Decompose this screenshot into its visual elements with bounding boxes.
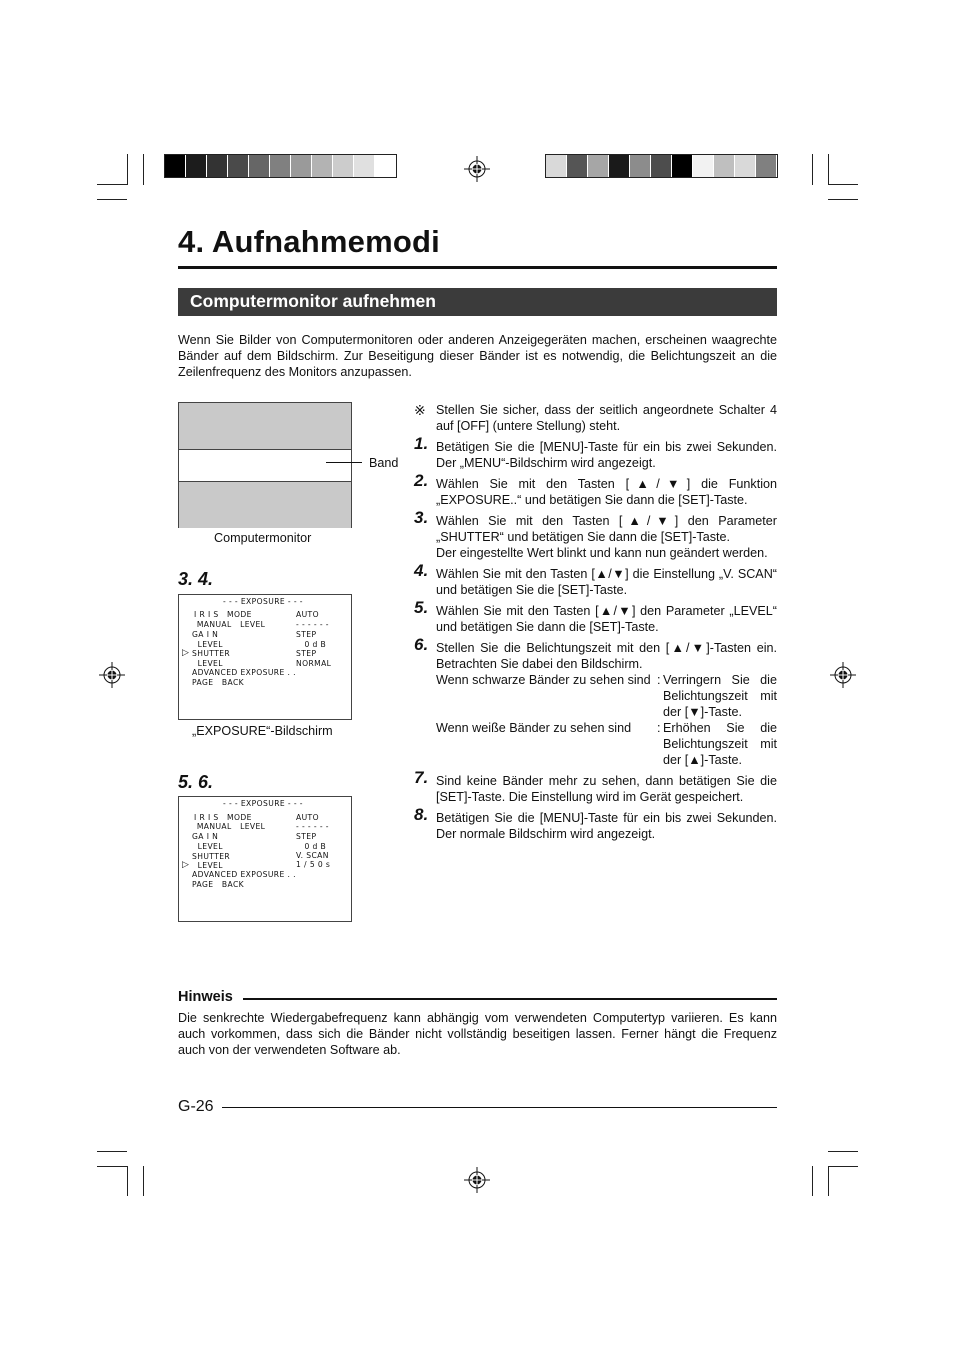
step-number: 5.	[414, 598, 429, 617]
osd-row-value: STEP	[296, 832, 317, 841]
color-swatch	[291, 155, 312, 177]
step-item	[414, 471, 777, 508]
osd-row-value: 0 d B	[296, 842, 327, 851]
step-item	[414, 561, 777, 598]
condition-action-line: der [▼]-Taste.	[663, 705, 742, 719]
step-item	[414, 508, 777, 561]
osd-row-value: - - - - - -	[296, 822, 329, 831]
cursor-arrow-icon: ▷	[182, 648, 190, 658]
osd-row-label: LEVEL	[192, 659, 223, 668]
exposure-screen-1	[178, 594, 352, 720]
step-item	[414, 768, 777, 805]
step-text: Wählen Sie mit den Tasten [▲/▼] den Parameter „SHUTTER“ und betätigen Sie dann die [SET]-Taste.	[436, 514, 777, 544]
step-number: 2.	[414, 471, 429, 490]
registration-mark-icon	[464, 156, 490, 182]
condition-action-line: Verringern Sie die	[663, 673, 777, 687]
osd-row-label: I R I S MODE	[194, 610, 252, 619]
color-swatch	[630, 155, 651, 177]
step-number: 7.	[414, 768, 429, 787]
color-swatch	[588, 155, 609, 177]
note-label: Hinweis	[178, 989, 233, 1005]
step-item	[414, 598, 777, 635]
step-text: Betätigen Sie die [MENU]-Taste für ein bis zwei Sekunden. Der „MENU“-Bildschirm wird angezeigt.	[436, 440, 777, 470]
condition-row	[436, 720, 777, 768]
monitor-dark-band-top	[179, 403, 351, 450]
color-swatch	[333, 155, 354, 177]
section-header	[178, 288, 777, 316]
osd-row-label: LEVEL	[192, 861, 223, 870]
color-swatch	[354, 155, 375, 177]
osd-row-value: STEP	[296, 630, 317, 639]
precondition-note	[414, 402, 777, 434]
osd-row-label: GA I N	[192, 832, 219, 841]
step-number: 8.	[414, 805, 429, 824]
computer-monitor-illustration	[178, 402, 352, 528]
intro-paragraph: Wenn Sie Bilder von Computermonitoren oder anderen Anzeigegeräten machen, erscheinen waagrechte Bänder auf dem Bildschirm. Zur Beseitigung dieser Bänder ist es notwendig, die Belichtungszeit an die Zeilenfrequenz des Monitors anzupassen.	[178, 333, 777, 379]
procedure-steps	[414, 402, 777, 842]
step-text: Sind keine Bänder mehr zu sehen, dann betätigen Sie die [SET]-Taste. Die Einstellung wird im Gerät gespeichert.	[436, 774, 777, 804]
registration-mark-icon	[830, 662, 856, 688]
note-rule	[243, 998, 777, 1000]
condition-action-line: Belichtungszeit mit	[663, 689, 777, 703]
osd-row-label: PAGE BACK	[192, 678, 245, 687]
osd-row-value: V. SCAN	[296, 851, 329, 860]
step-text: Betätigen Sie die [MENU]-Taste für ein bis zwei Sekunden. Der normale Bildschirm wird angezeigt.	[436, 811, 777, 841]
color-swatch	[249, 155, 270, 177]
step-text: Wählen Sie mit den Tasten [▲/▼] den Parameter „LEVEL“ und betätigen Sie dann die [SET]-Taste.	[436, 604, 777, 634]
osd-row-label: MANUAL LEVEL	[194, 620, 266, 629]
step-item	[414, 434, 777, 471]
osd-row-label: ADVANCED EXPOSURE . .	[192, 870, 296, 879]
condition-action-line: der [▲]-Taste.	[663, 753, 742, 767]
color-swatch	[165, 155, 186, 177]
osd-title: - - - EXPOSURE - - -	[223, 799, 303, 808]
exposure-screen-caption: „EXPOSURE“-Bildschirm	[192, 724, 333, 738]
condition-colon: :	[657, 721, 661, 735]
color-swatch	[375, 155, 396, 177]
color-swatch	[567, 155, 588, 177]
osd-row-label: I R I S MODE	[194, 813, 252, 822]
osd-row-value: AUTO	[296, 610, 319, 619]
step-text: Stellen Sie die Belichtungszeit mit den [▲/▼]-Tasten ein. Betrachten Sie dabei den Bildschirm.	[436, 641, 777, 671]
step-item	[414, 635, 777, 768]
cursor-arrow-icon: ▷	[182, 860, 190, 870]
osd-row-label: MANUAL LEVEL	[194, 822, 266, 831]
color-swatch	[651, 155, 672, 177]
step-item	[414, 805, 777, 842]
osd-row-label: LEVEL	[192, 842, 223, 851]
osd-row-label: SHUTTER	[192, 852, 231, 861]
note-text: Die senkrechte Wiedergabefrequenz kann abhängig vom verwendeten Computertyp variieren. Es kann auch vorkommen, dass sich die Bänder nicht vollständig beseitigen lassen. Ferner hängt die Frequenz auch von der verwendeten Software ab.	[178, 1011, 777, 1057]
color-swatch	[207, 155, 228, 177]
color-swatch	[186, 155, 207, 177]
color-swatch	[228, 155, 249, 177]
condition-action-line: Belichtungszeit mit	[663, 737, 777, 751]
color-swatch	[312, 155, 333, 177]
osd-row-value: 1 / 5 0 s	[296, 860, 331, 869]
condition-action	[663, 672, 777, 720]
osd-row-value: AUTO	[296, 813, 319, 822]
registration-mark-icon	[99, 662, 125, 688]
osd-row-label: ADVANCED EXPOSURE . .	[192, 668, 296, 677]
condition-row	[436, 672, 777, 720]
section-title: Computermonitor aufnehmen	[190, 291, 436, 311]
osd-row-value: STEP	[296, 649, 317, 658]
band-leader-line	[326, 462, 362, 463]
step-number: 3.	[414, 508, 429, 527]
osd-row-value: 0 d B	[296, 640, 327, 649]
step-text: Wählen Sie mit den Tasten [▲/▼] die Funktion „EXPOSURE..“ und betätigen Sie dann die [SET]-Taste.	[436, 477, 777, 507]
band-label: Band	[369, 456, 399, 470]
osd-row-label: GA I N	[192, 630, 219, 639]
color-swatch	[672, 155, 693, 177]
precondition-text: Stellen Sie sicher, dass der seitlich angeordnete Schalter 4 auf [OFF] (untere Stellung) steht.	[436, 403, 777, 433]
monitor-caption: Computermonitor	[214, 531, 312, 545]
exposure-screen-2	[178, 796, 352, 922]
page-title: 4. Aufnahmemodi	[178, 224, 440, 259]
step-number: 6.	[414, 635, 429, 654]
osd-row-label: SHUTTER	[192, 649, 231, 658]
color-swatch	[714, 155, 735, 177]
color-swatch	[546, 155, 567, 177]
color-swatch	[609, 155, 630, 177]
step-number: 4.	[414, 561, 429, 580]
registration-mark-icon	[464, 1167, 490, 1193]
monitor-dark-band-bottom	[179, 481, 351, 528]
condition-case: Wenn weiße Bänder zu sehen sind	[436, 721, 632, 735]
osd-title: - - - EXPOSURE - - -	[223, 597, 303, 606]
osd-row-value: NORMAL	[296, 659, 332, 668]
title-rule	[178, 266, 777, 269]
osd-row-value: - - - - - -	[296, 620, 329, 629]
color-bar-right	[545, 154, 778, 178]
condition-action-line: Erhöhen Sie die	[663, 721, 777, 735]
page-number: G-26	[178, 1098, 214, 1115]
color-swatch	[270, 155, 291, 177]
footer-rule	[222, 1107, 777, 1108]
color-bar-left	[164, 154, 397, 178]
condition-action	[663, 720, 777, 768]
step-extra-text: Der eingestellte Wert blinkt und kann nun geändert werden.	[436, 546, 768, 560]
color-swatch	[693, 155, 714, 177]
osd-row-label: PAGE BACK	[192, 880, 245, 889]
step-number: 1.	[414, 434, 429, 453]
condition-colon: :	[657, 673, 661, 687]
color-swatch	[756, 155, 777, 177]
step-text: Wählen Sie mit den Tasten [▲/▼] die Einstellung „V. SCAN“ und betätigen Sie die [SET]-Taste.	[436, 567, 777, 597]
screen2-heading: 5. 6.	[178, 772, 214, 792]
screen1-heading: 3. 4.	[178, 569, 214, 589]
osd-row-label: LEVEL	[192, 640, 223, 649]
color-swatch	[735, 155, 756, 177]
condition-case: Wenn schwarze Bänder zu sehen sind	[436, 673, 651, 687]
reference-mark-icon: ※	[414, 402, 426, 418]
